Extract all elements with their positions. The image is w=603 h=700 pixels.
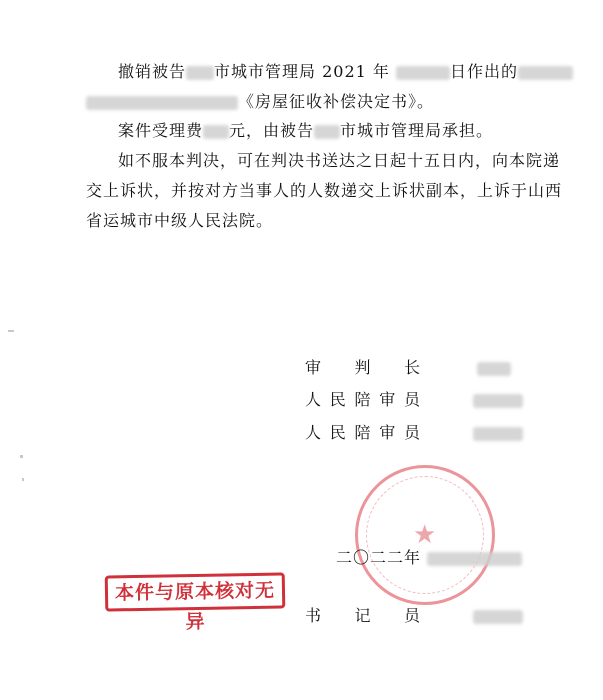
scan-mark xyxy=(22,478,24,481)
role-char: 民 xyxy=(329,390,346,409)
role-char: 书 xyxy=(305,606,322,625)
paragraph-3-line-2: 交上诉状，并按对方当事人的人数递交上诉状副本，上诉于山西 xyxy=(86,181,563,200)
scan-mark xyxy=(20,455,23,458)
scan-mark xyxy=(8,330,14,332)
paragraph-1-line-1 xyxy=(118,62,573,82)
role-char: 判 xyxy=(354,358,371,377)
text-fragment: 市城市管理局 2021 年 xyxy=(214,62,390,81)
role-char: 陪 xyxy=(354,390,371,409)
judgment-date xyxy=(336,548,522,568)
juror-1-row xyxy=(305,390,523,410)
role-label xyxy=(305,423,420,443)
paragraph-3-line-1: 如不服本判决，可在判决书送达之日起十五日内，向本院递 xyxy=(118,151,561,170)
redaction xyxy=(473,427,523,441)
role-char: 员 xyxy=(403,606,420,625)
copy-verified-stamp: 本件与原本核对无异 xyxy=(105,572,286,611)
redaction xyxy=(396,66,450,80)
role-char: 记 xyxy=(354,606,371,625)
date-prefix: 二〇二二年 xyxy=(336,548,422,567)
text-fragment: 撤销被告 xyxy=(118,62,187,81)
redaction xyxy=(203,125,229,139)
text-fragment: 元，由被告 xyxy=(229,121,315,140)
role-char: 陪 xyxy=(354,423,371,442)
clerk-row xyxy=(305,606,523,626)
role-char: 长 xyxy=(403,358,420,377)
seal-star-icon: ★ xyxy=(413,520,437,550)
redaction xyxy=(427,552,522,566)
role-char: 审 xyxy=(379,423,396,442)
juror-2-row xyxy=(305,423,523,443)
role-char: 人 xyxy=(305,390,322,409)
text-fragment: 《房屋征收补偿决定书》。 xyxy=(238,92,435,111)
redaction xyxy=(86,96,238,110)
role-char: 人 xyxy=(305,423,322,442)
redaction xyxy=(314,125,340,139)
redaction xyxy=(518,66,573,80)
redaction xyxy=(473,610,523,624)
role-char: 员 xyxy=(403,423,420,442)
redaction xyxy=(477,362,511,376)
redaction xyxy=(186,66,214,80)
redaction xyxy=(473,394,523,408)
presiding-judge-row xyxy=(305,358,511,378)
role-label xyxy=(305,358,420,378)
paragraph-1-line-2 xyxy=(86,92,434,112)
paragraph-2 xyxy=(118,121,493,141)
court-seal-icon xyxy=(355,465,495,605)
role-char: 审 xyxy=(305,358,322,377)
paragraph-3-line-3: 省运城市中级人民法院。 xyxy=(86,211,274,230)
text-fragment: 市城市管理局承担。 xyxy=(340,121,494,140)
role-char: 员 xyxy=(403,390,420,409)
text-fragment: 案件受理费 xyxy=(118,121,204,140)
role-char: 民 xyxy=(329,423,346,442)
role-char: 审 xyxy=(379,390,396,409)
role-label xyxy=(305,390,420,410)
text-fragment: 日作出的 xyxy=(450,62,519,81)
role-label xyxy=(305,606,420,626)
